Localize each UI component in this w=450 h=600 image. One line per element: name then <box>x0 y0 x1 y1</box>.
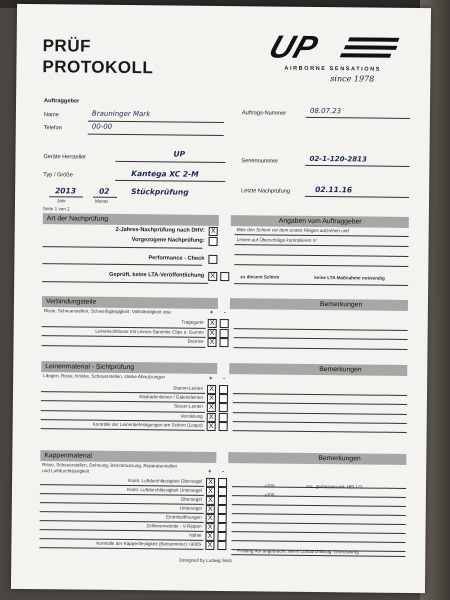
checklist-row-label: Untersegel <box>179 505 202 511</box>
logo-since: since 1978 <box>330 74 375 84</box>
checklist-row-label: Steuer-Leinen <box>173 403 203 410</box>
inspection-rule-1 <box>43 246 203 249</box>
serial-underline <box>305 165 409 167</box>
remarks-row-rule <box>232 495 406 498</box>
connection-title: Verbindungsteile <box>45 298 97 306</box>
name-label: Name <box>43 112 59 119</box>
serial-label: Seriennummer <box>241 158 279 165</box>
phone-label: Telefon <box>43 125 62 132</box>
lines-remarks-header <box>229 363 407 376</box>
checklist-row-label: Kaskadenleinen / Galerieleinen <box>139 394 203 401</box>
canopy-title: Kappenmaterial <box>44 452 92 460</box>
connection-header <box>42 296 218 309</box>
checklist-plus-checkbox[interactable]: X <box>207 338 216 347</box>
protocol-sheet <box>11 4 431 593</box>
client-note-line2: Leinen auf Überschläge kontrollieren !!! <box>236 237 317 243</box>
remarks-row-rule <box>232 504 406 507</box>
remarks-row-rule <box>231 540 405 543</box>
lines-remarks-title: Bemerkungen <box>319 366 362 374</box>
logo-stripe-1 <box>348 37 399 42</box>
client-info-title: Angaben vom Auftraggeber <box>278 217 362 226</box>
checklist-row-label: Vernähung <box>180 413 203 419</box>
year-label: Jahr <box>56 198 66 204</box>
checklist-minus-checkbox[interactable] <box>220 328 229 337</box>
checklist-plus-checkbox[interactable]: X <box>207 412 216 421</box>
checked-extra-box[interactable] <box>220 272 229 281</box>
checked-checkbox[interactable]: X <box>208 272 217 281</box>
client-section-label: Auftraggeber <box>44 98 80 105</box>
phone-underline <box>88 134 224 136</box>
connection-remarks-header <box>230 298 408 311</box>
checklist-minus-checkbox[interactable] <box>218 514 227 523</box>
lines-rows <box>12 383 427 447</box>
checklist-row-rule <box>41 345 205 348</box>
type-label: Typ / Größe <box>43 172 73 179</box>
page-indicator: Seite 1 von 2 <box>42 206 70 212</box>
checklist-row-label: Kontr. Luftdurchlässigkeit Untersegel <box>127 487 203 493</box>
canopy-remark-1b: sec. gemessen mit: HELLO <box>306 483 362 490</box>
type-underline <box>115 180 225 182</box>
last-check-underline <box>305 196 409 198</box>
screen-label: zu diesem Schirm <box>240 274 280 280</box>
checklist-row-label: Kontrolle der Leinenbefestigungen am Schirm (Loops) <box>92 421 203 428</box>
canopy-note-rule <box>231 554 405 557</box>
checklist-row-label: Leinenschlösser mit Leinen-Sammler Clips o. Gummi <box>95 328 204 335</box>
checklist-minus-checkbox[interactable] <box>218 496 227 505</box>
checklist-plus-checkbox[interactable]: X <box>206 514 215 523</box>
checklist-minus-checkbox[interactable] <box>218 505 227 514</box>
canopy-remark-2: >200 <box>263 492 275 498</box>
logo-stripe-2 <box>344 45 397 50</box>
connection-plus: + <box>209 309 214 316</box>
canopy-rows <box>11 476 426 554</box>
performance-check-label: Performance - Check <box>148 255 205 262</box>
lines-title: Leinenmaterial - Sichtprüfung <box>45 363 135 372</box>
checklist-minus-checkbox[interactable] <box>219 413 228 422</box>
client-note-line1: Bitte den Schirm vor dem ersten Fliegen aufziehen und <box>236 227 349 234</box>
order-label: Auftrags-Nummer <box>241 110 287 117</box>
order-underline <box>306 117 410 119</box>
checklist-minus-checkbox[interactable] <box>218 478 227 487</box>
brand-logo <box>264 28 405 91</box>
remarks-row-rule <box>233 347 407 350</box>
checklist-plus-checkbox[interactable]: X <box>208 319 217 328</box>
remarks-row-rule <box>233 393 407 396</box>
checklist-row-label: Zellinnenwände - V-Rippen <box>146 523 202 529</box>
type-value: Kantega XC 2-M <box>131 169 199 179</box>
checklist-minus-checkbox[interactable] <box>217 541 226 550</box>
checklist-row-label: Obersegel <box>180 496 202 502</box>
measure-rule <box>234 283 408 286</box>
canopy-minus: - <box>222 469 225 476</box>
checklist-minus-checkbox[interactable] <box>219 338 228 347</box>
biennial-check-checkbox[interactable]: X <box>209 227 218 236</box>
month-value: 02 <box>99 186 110 196</box>
name-value: Brauninger Mark <box>91 109 151 119</box>
year-underline <box>49 196 83 197</box>
lines-subtitle: Längen, Risse, Knicke, Scheuerstellen, starke Abnutzungen <box>43 373 166 380</box>
checklist-row-label: Kontr. Luftdurchlässigkeit Obersegel <box>128 478 203 484</box>
checklist-minus-checkbox[interactable] <box>219 385 228 394</box>
checklist-plus-checkbox[interactable]: X <box>208 328 217 337</box>
checklist-plus-checkbox[interactable]: X <box>207 394 216 403</box>
client-note-rule-3 <box>234 254 408 257</box>
title-line1: PRÜF <box>42 36 92 56</box>
canopy-bottom-note: Prüfung nur angebracht, wenn Luftdurchlässig. Grenzwertig <box>237 548 359 555</box>
count-label: Stückprüfung <box>131 187 189 197</box>
connection-minus: - <box>223 310 226 317</box>
checked-rule <box>42 281 208 284</box>
checked-label: Geprüft, keine LTA-Veröffentlichung <box>109 271 205 279</box>
year-value: 2013 <box>55 186 77 196</box>
inspection-type-title: Art der Nachprüfung <box>46 215 109 223</box>
early-check-label: Vorgezogene Nachprüfung: <box>131 237 205 244</box>
checklist-row-label: Stamm-Leinen <box>173 385 204 391</box>
logo-tagline: AIRBORNE SENSATIONS <box>284 65 382 73</box>
lines-minus: - <box>223 376 226 383</box>
checklist-row-rule <box>39 547 203 550</box>
checklist-plus-checkbox[interactable]: X <box>207 403 216 412</box>
logo-wordmark: UP <box>264 28 324 65</box>
remarks-row-rule <box>233 421 407 424</box>
canopy-header <box>40 450 216 463</box>
checklist-minus-checkbox[interactable] <box>219 394 228 403</box>
lines-plus: + <box>209 375 213 382</box>
checklist-plus-checkbox[interactable]: X <box>205 532 214 541</box>
order-value: 08.07.23 <box>309 106 342 116</box>
connection-remarks-title: Bemerkungen <box>319 301 363 309</box>
performance-check-checkbox[interactable] <box>208 255 217 264</box>
canopy-remarks-title: Bemerkungen <box>318 455 361 463</box>
checklist-minus-checkbox[interactable] <box>219 403 228 412</box>
client-note-rule-2 <box>235 244 409 247</box>
checklist-row-label: Eintrittsöffnungen <box>166 514 202 520</box>
canopy-subtitle-1: Risse, Scheuerstellen, Dehnung, Beschmutzung, Reparaturstellen <box>42 462 178 469</box>
canopy-remark-1a: >200 <box>264 483 275 489</box>
checklist-plus-checkbox[interactable]: X <box>207 422 216 431</box>
checklist-row-rule <box>41 428 205 431</box>
remarks-row-rule <box>234 337 408 340</box>
checklist-minus-checkbox[interactable] <box>219 422 228 431</box>
month-label: Monat <box>94 198 108 204</box>
phone-value: 00-00 <box>91 122 113 131</box>
maker-label: Geräte Hersteller <box>43 154 87 161</box>
biennial-check-label: 2-Jahres-Nachprüfung nach DHV: <box>115 226 205 234</box>
checklist-row-label: Bremse <box>187 338 204 344</box>
canopy-remarks-header <box>228 452 406 465</box>
inspection-rule-2 <box>42 263 202 266</box>
early-check-checkbox[interactable] <box>209 237 218 246</box>
client-note-rule-4 <box>234 264 408 267</box>
maker-underline <box>115 161 225 163</box>
remarks-row-rule <box>233 403 407 406</box>
last-check-label: Letzte Nachprüfung <box>241 188 290 195</box>
checklist-row-label: Kontrolle der Kappenfestigkeit (Bettsometer) >300S <box>96 540 202 547</box>
measure-text: keine LTA Maßnahme notwendig <box>314 274 385 281</box>
checklist-plus-checkbox[interactable]: X <box>206 505 215 514</box>
remarks-row-rule <box>232 513 406 516</box>
remarks-row-rule <box>232 522 406 525</box>
logo-stripe-3 <box>340 53 391 58</box>
checklist-plus-checkbox[interactable]: X <box>206 487 215 496</box>
remarks-row-rule <box>232 531 406 534</box>
connection-rows <box>13 317 427 361</box>
canopy-subtitle-2: und Luftdurchlässigkeit <box>42 468 90 474</box>
last-check-value: 02.11.16 <box>315 184 353 195</box>
remarks-row-rule <box>233 412 407 415</box>
checklist-minus-checkbox[interactable] <box>218 487 227 496</box>
lines-header <box>41 361 217 374</box>
checklist-minus-checkbox[interactable] <box>220 319 229 328</box>
serial-value: 02-1-120-2813 <box>309 154 367 164</box>
checklist-plus-checkbox[interactable]: X <box>206 523 215 532</box>
title-line2: PROTOKOLL <box>42 57 154 78</box>
checklist-minus-checkbox[interactable] <box>217 532 226 541</box>
maker-value: UP <box>173 149 186 159</box>
checklist-plus-checkbox[interactable]: X <box>207 385 216 394</box>
canopy-plus: + <box>208 468 212 475</box>
remarks-row-rule <box>234 328 408 331</box>
connection-subtitle: Risse, Scheuerstellen, Schweißgängigkeit, Vollständigkeit usw. <box>43 308 172 315</box>
checklist-row-label: Nähte <box>189 532 202 538</box>
checklist-row-label: Tragegurte <box>181 319 204 325</box>
checklist-plus-checkbox[interactable]: X <box>205 541 214 550</box>
checklist-minus-checkbox[interactable] <box>218 523 227 532</box>
designed-by: Designed by Ludwig Seitz <box>179 557 233 564</box>
client-info-header <box>231 215 409 228</box>
checklist-plus-checkbox[interactable]: X <box>206 496 215 505</box>
remarks-row-rule <box>233 430 407 433</box>
checklist-plus-checkbox[interactable]: X <box>206 478 215 487</box>
inspection-type-header <box>43 213 219 226</box>
